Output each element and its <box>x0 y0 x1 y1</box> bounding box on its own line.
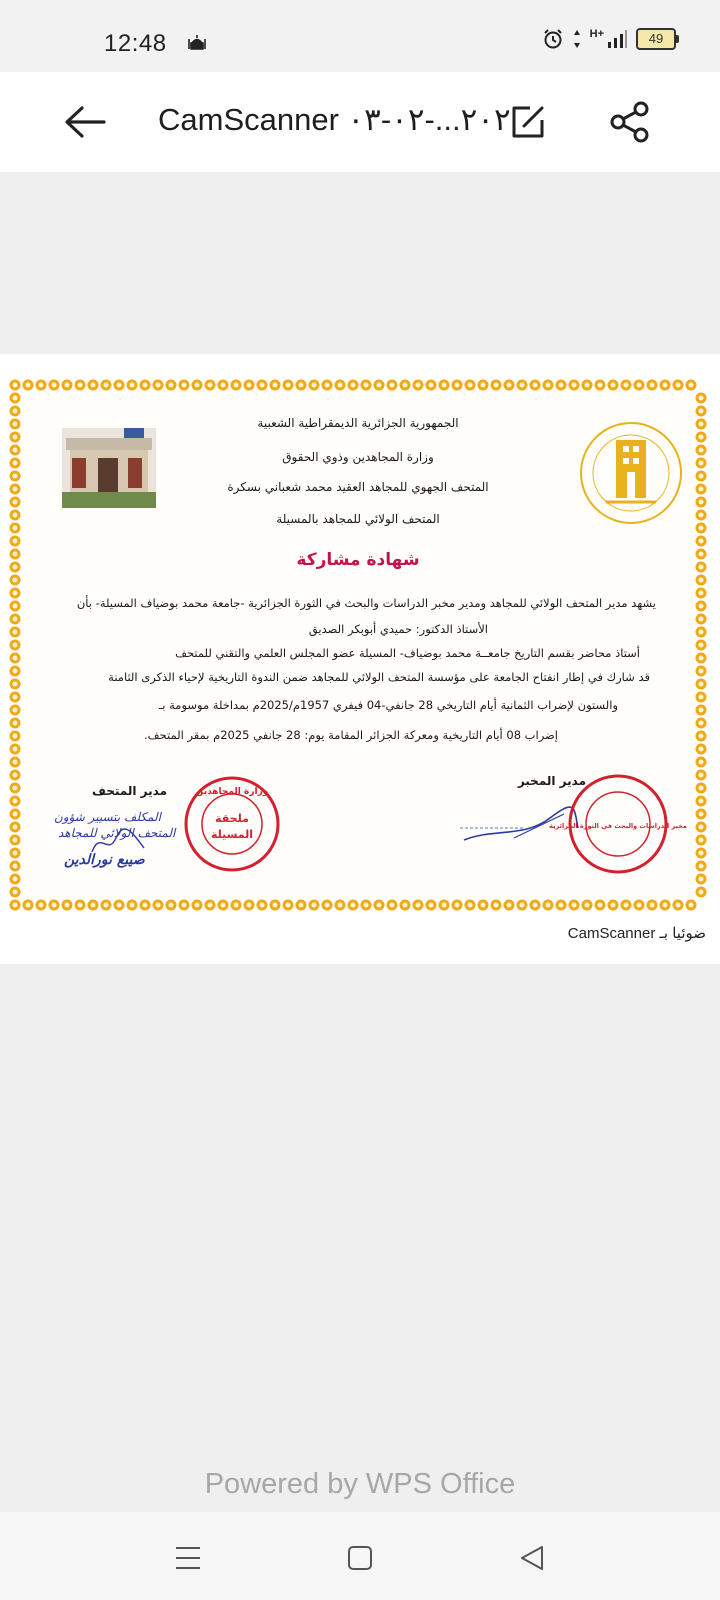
border-ornament <box>696 601 707 612</box>
border-ornament <box>49 380 60 391</box>
border-ornament <box>413 380 424 391</box>
border-ornament <box>36 380 47 391</box>
wifi-data-icon <box>572 28 582 50</box>
border-ornament <box>309 380 320 391</box>
border-ornament <box>696 796 707 807</box>
border-ornament <box>478 900 489 911</box>
border-ornament <box>478 380 489 391</box>
border-ornament <box>387 900 398 911</box>
museum-director-label: مدير المتحف <box>92 784 168 798</box>
border-ornament <box>10 536 21 547</box>
border-ornament <box>283 380 294 391</box>
border-ornament <box>696 757 707 768</box>
border-ornament <box>10 744 21 755</box>
border-ornament <box>696 432 707 443</box>
border-ornament <box>621 900 632 911</box>
border-ornament <box>322 380 333 391</box>
border-ornament <box>10 627 21 638</box>
border-ornament <box>179 900 190 911</box>
border-ornament <box>374 900 385 911</box>
border-ornament <box>696 536 707 547</box>
border-ornament <box>608 380 619 391</box>
border-ornament <box>10 822 21 833</box>
border-ornament <box>10 770 21 781</box>
border-ornament <box>673 900 684 911</box>
stamp-left-outer-text: وزارة المجاهدين <box>195 787 269 797</box>
border-ornament <box>634 900 645 911</box>
share-button[interactable] <box>608 100 652 144</box>
border-ornament <box>348 900 359 911</box>
triangle-back-icon <box>516 1542 548 1574</box>
border-ornament <box>696 783 707 794</box>
border-ornament <box>465 900 476 911</box>
border-ornament <box>374 380 385 391</box>
alarm-icon <box>542 28 564 50</box>
border-ornament <box>75 900 86 911</box>
border-ornament <box>696 835 707 846</box>
border-ornament <box>517 380 528 391</box>
border-ornament <box>647 900 658 911</box>
border-ornament <box>400 380 411 391</box>
border-ornament <box>504 900 515 911</box>
border-ornament <box>10 848 21 859</box>
border-ornament <box>10 692 21 703</box>
border-ornament <box>696 809 707 820</box>
header-state-museum: المتحف الولائي للمجاهد بالمسيلة <box>276 512 440 526</box>
border-ornament <box>10 796 21 807</box>
border-ornament <box>696 861 707 872</box>
border-ornament <box>696 731 707 742</box>
border-ornament <box>244 380 255 391</box>
border-ornament <box>114 900 125 911</box>
system-nav-bar <box>0 1512 720 1600</box>
border-ornament <box>696 744 707 755</box>
border-ornament <box>569 900 580 911</box>
border-ornament <box>696 887 707 898</box>
border-ornament <box>582 900 593 911</box>
lab-director-label: مدير المخبر <box>517 774 586 788</box>
border-ornament <box>10 588 21 599</box>
border-ornament <box>153 380 164 391</box>
border-ornament <box>361 900 372 911</box>
border-ornament <box>257 900 268 911</box>
border-ornament <box>413 900 424 911</box>
border-ornament <box>192 900 203 911</box>
certificate-title: شهادة مشاركة <box>296 550 420 570</box>
border-ornament <box>696 653 707 664</box>
signatory-role-line2: المتحف الولائي للمجاهد <box>58 826 176 840</box>
border-ornament <box>205 900 216 911</box>
border-ornament <box>296 380 307 391</box>
border-ornament <box>88 900 99 911</box>
home-button[interactable] <box>344 1542 376 1574</box>
border-ornament <box>686 900 697 911</box>
border-ornament <box>322 900 333 911</box>
app-toolbar <box>0 72 720 172</box>
arrow-left-icon <box>60 100 108 144</box>
border-ornament <box>686 380 697 391</box>
border-ornament <box>696 393 707 404</box>
powered-by-label: Powered by WPS Office <box>204 1468 516 1500</box>
border-ornament <box>10 900 21 911</box>
border-ornament <box>647 380 658 391</box>
border-ornament <box>696 588 707 599</box>
border-ornament <box>696 705 707 716</box>
edit-button[interactable] <box>508 102 548 142</box>
border-ornament <box>452 900 463 911</box>
border-ornament <box>439 380 450 391</box>
border-ornament <box>101 380 112 391</box>
border-ornament <box>569 380 580 391</box>
square-icon <box>344 1542 376 1574</box>
border-ornament <box>608 900 619 911</box>
border-ornament <box>166 380 177 391</box>
menu-icon <box>172 1542 204 1574</box>
border-ornament <box>696 497 707 508</box>
border-ornament <box>10 601 21 612</box>
border-ornament <box>179 380 190 391</box>
border-ornament <box>10 874 21 885</box>
clock: 12:48 <box>104 30 167 57</box>
network-type: H+ <box>589 28 604 40</box>
border-ornament <box>23 380 34 391</box>
border-ornament <box>10 705 21 716</box>
border-ornament <box>10 861 21 872</box>
border-ornament <box>491 900 502 911</box>
border-ornament <box>244 900 255 911</box>
border-ornament <box>49 900 60 911</box>
border-ornament <box>696 627 707 638</box>
border-ornament <box>88 380 99 391</box>
border-ornament <box>387 380 398 391</box>
border-ornament <box>296 900 307 911</box>
recent-apps-button[interactable] <box>172 1542 204 1574</box>
border-ornament <box>10 614 21 625</box>
border-ornament <box>696 575 707 586</box>
border-ornament <box>696 692 707 703</box>
border-ornament <box>114 380 125 391</box>
border-ornament <box>62 380 73 391</box>
mosque-notification-icon <box>188 34 206 55</box>
border-ornament <box>10 731 21 742</box>
border-ornament <box>153 900 164 911</box>
border-ornament <box>660 380 671 391</box>
body-line-2: الأستاذ الدكتور: حميدي أبوبكر الصديق <box>308 622 488 636</box>
border-ornament <box>673 380 684 391</box>
edit-icon <box>508 102 548 142</box>
system-icons <box>542 28 676 50</box>
border-ornament <box>696 848 707 859</box>
border-ornament <box>10 757 21 768</box>
border-ornament <box>10 575 21 586</box>
border-ornament <box>335 380 346 391</box>
header-ministry: وزارة المجاهدين وذوي الحقوق <box>282 450 434 464</box>
border-ornament <box>205 380 216 391</box>
back-nav-button[interactable] <box>516 1542 548 1574</box>
body-line-4: قد شارك في إطار انفتاح الجامعة على مؤسسة المتحف الولائي للمجاهد ضمن الندوة التاريخية لإحياء الذكرى الثامنة <box>108 670 650 684</box>
border-ornament <box>231 380 242 391</box>
border-ornament <box>10 887 21 898</box>
border-ornament <box>36 900 47 911</box>
border-ornament <box>335 900 346 911</box>
border-ornament <box>621 380 632 391</box>
body-line-6: إضراب 08 أيام التاريخية ومعركة الجزائر المقامة يوم: 28 جانفي 2025م بمقر المتحف. <box>143 728 558 742</box>
border-ornament <box>10 393 21 404</box>
border-ornament <box>696 770 707 781</box>
border-ornament <box>556 380 567 391</box>
border-ornament <box>10 809 21 820</box>
border-ornament <box>257 380 268 391</box>
border-ornament <box>595 380 606 391</box>
border-ornament <box>660 900 671 911</box>
border-ornament <box>696 874 707 885</box>
border-ornament <box>696 614 707 625</box>
body-line-1: يشهد مدير المتحف الولائي للمجاهد ومدير مخبر الدراسات والبحث في الثورة الجزائرية -جامعة محمد بوضياف المسيلة- بأن <box>76 596 656 610</box>
status-bar <box>0 0 720 72</box>
body-line-3: أستاذ محاضر بقسم التاريخ جامعــة محمد بوضياف- المسيلة عضو المجلس العلمي والتقني للمتحف <box>175 646 640 660</box>
scanned-page[interactable] <box>0 354 720 964</box>
border-ornament <box>10 679 21 690</box>
border-ornament <box>348 380 359 391</box>
document-title: CamScanner ٢٠٢...-٠٢-٠٣ <box>158 102 511 137</box>
border-ornament <box>127 380 138 391</box>
border-ornament <box>75 380 86 391</box>
border-ornament <box>361 380 372 391</box>
border-ornament <box>543 900 554 911</box>
border-ornament <box>218 380 229 391</box>
border-ornament <box>530 900 541 911</box>
signal-bars-icon <box>606 28 628 50</box>
museum-building-image <box>62 428 156 508</box>
back-button[interactable] <box>60 100 108 144</box>
border-ornament <box>101 900 112 911</box>
border-ornament <box>10 432 21 443</box>
border-ornament <box>530 380 541 391</box>
border-ornament <box>166 900 177 911</box>
border-ornament <box>426 900 437 911</box>
border-ornament <box>10 835 21 846</box>
border-ornament <box>696 406 707 417</box>
border-ornament <box>491 380 502 391</box>
border-ornament <box>127 900 138 911</box>
border-ornament <box>696 679 707 690</box>
border-ornament <box>218 900 229 911</box>
share-icon <box>608 100 652 144</box>
battery-icon: 49 <box>636 28 676 50</box>
border-ornament <box>140 380 151 391</box>
border-ornament <box>504 380 515 391</box>
border-ornament <box>270 900 281 911</box>
border-ornament <box>10 380 21 391</box>
border-ornament <box>517 900 528 911</box>
header-regional-museum: المتحف الجهوي للمجاهد العقيد محمد شعباني بسكرة <box>227 480 489 494</box>
signatory-role-line1: المكلف بتسيير شؤون <box>54 810 161 824</box>
border-ornament <box>452 380 463 391</box>
border-ornament <box>595 900 606 911</box>
stamp-right-text: مخبر الدراسات والبحث في الثورة الجزائرية <box>549 822 687 830</box>
border-ornament <box>439 900 450 911</box>
border-ornament <box>465 380 476 391</box>
stamp-left-inner-text-1: ملحقة <box>215 812 249 825</box>
official-stamp-left <box>182 774 282 874</box>
border-ornament <box>634 380 645 391</box>
border-ornament <box>62 900 73 911</box>
border-ornament <box>10 783 21 794</box>
border-ornament <box>696 640 707 651</box>
border-ornament <box>10 653 21 664</box>
border-ornament <box>192 380 203 391</box>
border-ornament <box>696 822 707 833</box>
stamp-left-inner-text-2: المسيلة <box>210 828 254 841</box>
border-ornament <box>231 900 242 911</box>
border-ornament <box>140 900 151 911</box>
camscanner-footer-note: ضوئيا بـ CamScanner <box>567 925 706 942</box>
border-ornament <box>10 718 21 729</box>
body-line-5: والستون لإضراب الثمانية أيام التاريخي 28 جانفي-04 فيفري 1957م/2025م بمداخلة موسومة بـ <box>158 698 618 712</box>
border-ornament <box>582 380 593 391</box>
border-ornament <box>696 666 707 677</box>
border-ornament <box>10 497 21 508</box>
border-ornament <box>10 406 21 417</box>
border-ornament <box>696 718 707 729</box>
certificate <box>8 378 708 912</box>
border-ornament <box>426 380 437 391</box>
border-ornament <box>10 640 21 651</box>
border-ornament <box>309 900 320 911</box>
border-ornament <box>283 900 294 911</box>
header-republic: الجمهورية الجزائرية الديمقراطية الشعبية <box>257 416 459 430</box>
border-ornament <box>270 380 281 391</box>
border-ornament <box>543 380 554 391</box>
border-ornament <box>10 666 21 677</box>
border-ornament <box>556 900 567 911</box>
border-ornament <box>23 900 34 911</box>
border-ornament <box>400 900 411 911</box>
signatory-name: صيبع نورالدين <box>64 852 145 868</box>
